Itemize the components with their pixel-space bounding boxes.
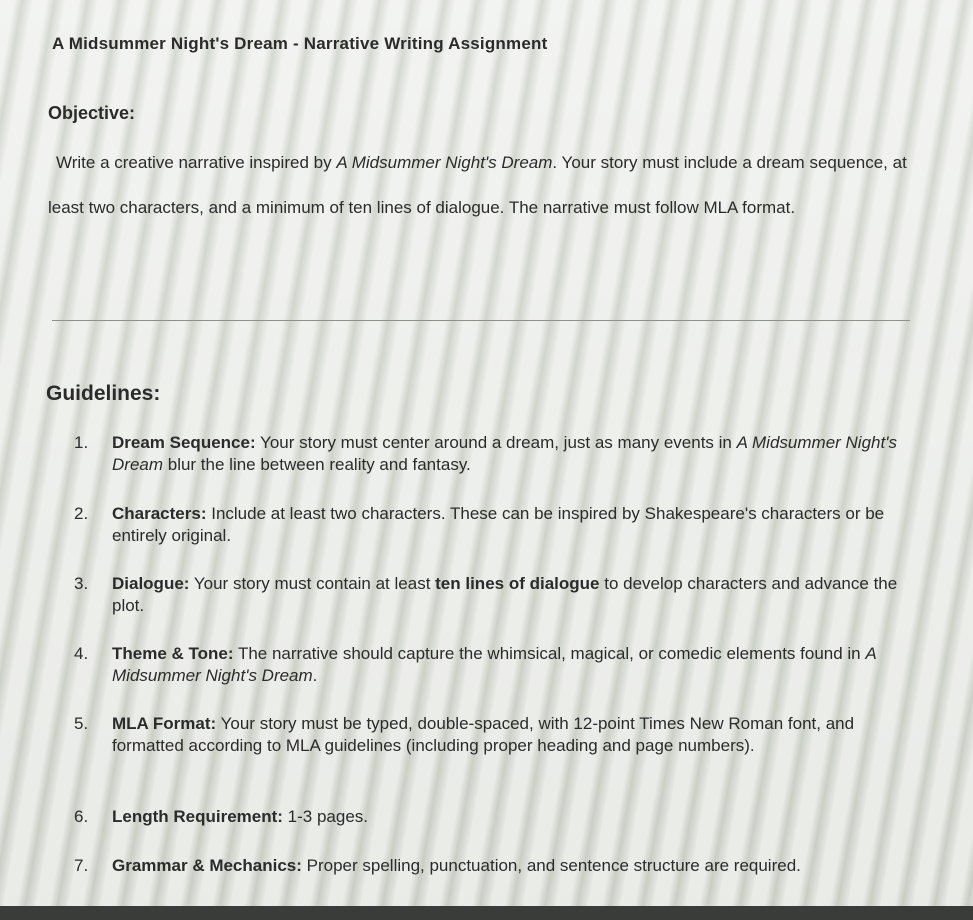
guideline-label: MLA Format:	[112, 714, 217, 733]
guideline-characters	[74, 503, 914, 547]
guideline-text-part: .	[312, 666, 318, 685]
list-number: 3.	[74, 574, 89, 593]
guideline-emphasis: ten lines of dialogue	[435, 574, 600, 593]
list-number: 4.	[74, 644, 89, 663]
guideline-dialogue	[74, 573, 914, 617]
guideline-label: Dialogue:	[112, 574, 190, 593]
guideline-text	[112, 806, 914, 828]
guideline-text-part: Include at least two characters. These can be inspired by Shakespeare's characters or be entirely original.	[112, 504, 885, 545]
guidelines-heading: Guidelines:	[46, 382, 161, 405]
play-title: A Midsummer Night's Dream	[112, 644, 877, 685]
guideline-text-part: Your story must contain at least	[189, 574, 436, 593]
objective-heading: Objective:	[48, 103, 136, 123]
guideline-text	[112, 503, 914, 547]
guideline-text	[112, 432, 914, 476]
guideline-dream-sequence	[74, 432, 914, 476]
list-number: 1.	[74, 433, 89, 452]
guideline-text-part: The narrative should capture the whimsical, magical, or comedic elements found in	[233, 644, 866, 663]
guideline-length	[74, 806, 914, 828]
guideline-label: Theme & Tone:	[112, 644, 234, 663]
guideline-label: Grammar & Mechanics:	[112, 856, 302, 875]
screen-bottom-edge	[0, 906, 973, 920]
objective-text-part: . Your story must include a dream sequence, at least two characters, and a minimum of ten lines of dialogue. The narrative must follow MLA format.	[48, 153, 907, 217]
list-number: 5.	[74, 714, 89, 733]
guideline-label: Dream Sequence:	[112, 433, 256, 452]
guideline-label: Characters:	[112, 504, 207, 523]
guideline-text-part: Your story must be typed, double-spaced, with 12-point Times New Roman font, and formatted according to MLA guidelines (including proper heading and page numbers).	[112, 714, 855, 755]
guideline-text	[112, 573, 914, 617]
guideline-text-part: Your story must center around a dream, just as many events in	[255, 433, 737, 452]
list-number: 7.	[74, 856, 89, 875]
section-divider	[52, 320, 910, 321]
guideline-text	[112, 643, 914, 687]
guideline-text-part: Proper spelling, punctuation, and sentence structure are required.	[301, 856, 801, 875]
document-title: A Midsummer Night's Dream - Narrative Writing Assignment	[52, 34, 548, 53]
list-number: 6.	[74, 807, 89, 826]
guideline-label: Length Requirement:	[112, 807, 283, 826]
play-title: A Midsummer Night's Dream	[112, 433, 897, 474]
play-title: A Midsummer Night's Dream	[336, 153, 553, 172]
guideline-text	[112, 855, 914, 877]
list-number: 2.	[74, 504, 89, 523]
guideline-text-part: to develop characters and advance the plot.	[112, 574, 898, 615]
guideline-text-part: blur the line between reality and fantasy.	[163, 455, 471, 474]
guideline-mla-format	[74, 713, 914, 757]
objective-text-part: Write a creative narrative inspired by	[56, 153, 337, 172]
objective-paragraph	[48, 140, 918, 230]
guideline-text	[112, 713, 914, 757]
guideline-text-part: 1-3 pages.	[282, 807, 369, 826]
guideline-grammar	[74, 855, 914, 877]
guideline-theme-tone	[74, 643, 914, 687]
